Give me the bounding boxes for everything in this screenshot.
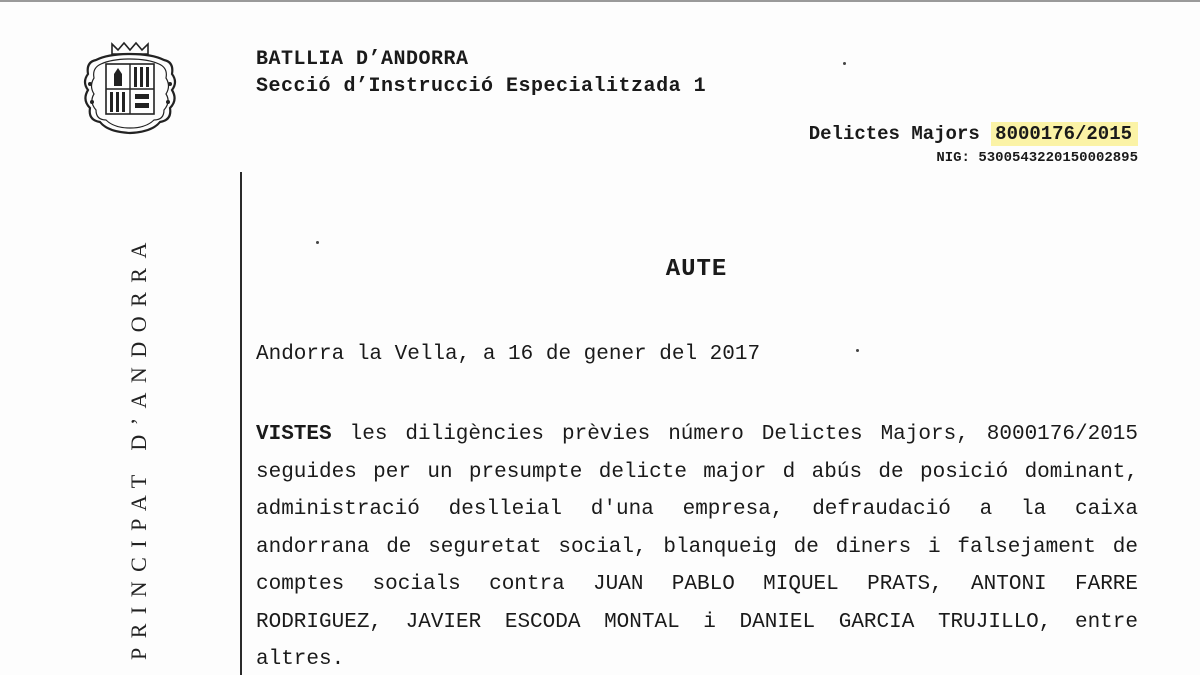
margin-rule — [240, 172, 242, 675]
andorra-coat-of-arms-icon — [78, 40, 182, 136]
dateline: Andorra la Vella, a 16 de gener del 2017 — [256, 343, 761, 366]
case-reference — [809, 123, 1138, 145]
court-name: BATLLIA D’ANDORRA — [256, 48, 469, 71]
top-border — [0, 0, 1200, 2]
case-number-highlighted: 8000176/2015 — [991, 122, 1138, 146]
scan-speck — [843, 62, 846, 65]
body-lead: VISTES — [256, 423, 332, 446]
nig-value: 5300543220150002895 — [978, 150, 1138, 166]
document-title: AUTE — [665, 256, 728, 283]
body-paragraph — [256, 416, 1138, 675]
scan-speck — [316, 241, 319, 244]
principat-side-text: PRINCIPAT D’ANDORRA — [126, 233, 151, 660]
scan-speck — [856, 349, 859, 352]
body-text: les diligències prèvies número Delictes Majors, 8000176/2015 seguides per un presumpte delicte major d abús de posició dominant, administració deslleial d'una empresa, defraudació a la caixa andorrana de seguretat social, blanqueig de diners i falsejament de comptes socials contra JUAN PABLO MIQUEL PRATS, ANTONI FARRE RODRIGUEZ, JAVIER ESCODA MONTAL i DANIEL GARCIA TRUJILLO, entre altres. — [256, 423, 1138, 671]
nig-label: NIG: — [936, 150, 970, 166]
nig-reference — [936, 150, 1138, 166]
court-section: Secció d’Instrucció Especialitzada 1 — [256, 75, 707, 98]
case-label: Delictes Majors — [808, 123, 980, 145]
